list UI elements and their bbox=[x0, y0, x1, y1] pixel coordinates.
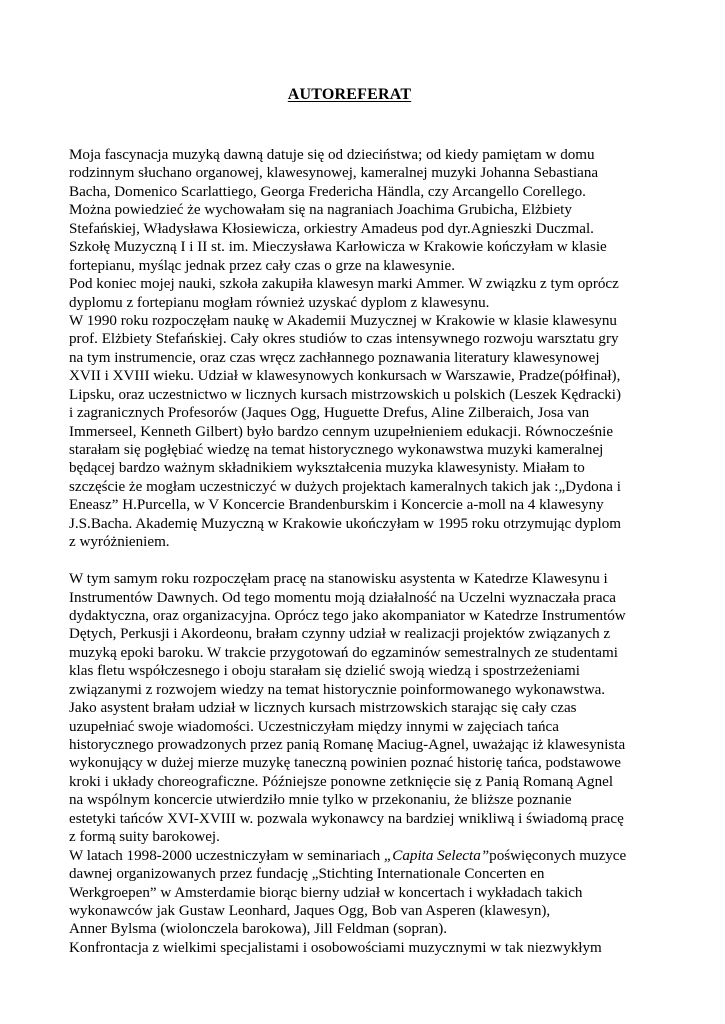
document-body bbox=[69, 146, 709, 957]
text-line: Dętych, Perkusji i Akordeonu, brałam czynny udział w realizacji projektów związanych z bbox=[69, 626, 611, 643]
text-line: W tym samym roku rozpoczęłam pracę na stanowisku asystenta w Katedrze Klawesynu i bbox=[69, 571, 608, 588]
text-line: Bacha, Domenico Scarlattiego, Georga Fredericha Händla, czy Arcangello Corellego. bbox=[69, 183, 586, 200]
text-line: muzyką epoki baroku. W trakcie przygotowań do egzaminów semestralnych ze studentami bbox=[69, 644, 618, 661]
text-line: Werkgroepen” w Amsterdamie biorąc bierny udział w koncertach i wykładach takich bbox=[69, 884, 583, 901]
text-segment: W latach 1998-2000 uczestniczyłam w seminariach bbox=[69, 847, 384, 864]
text-line: fortepianu, myśląc jednak przez cały czas o grze na klawesynie. bbox=[69, 257, 455, 274]
text-line: Lipsku, oraz uczestnictwo w licznych kursach mistrzowskich u polskich (Leszek Kędracki) bbox=[69, 386, 621, 403]
text-line: uzupełniać swoje wiadomości. Uczestniczyłam między innymi w zajęciach tańca bbox=[69, 718, 559, 735]
text-line: Można powiedzieć że wychowałam się na nagraniach Joachima Grubicha, Elżbiety bbox=[69, 202, 572, 219]
text-line: Stefańskiej, Władysława Kłosiewicza, orkiestry Amadeus pod dyr.Agnieszki Duczmal. bbox=[69, 220, 594, 237]
text-line: Moja fascynacja muzyką dawną datuje się od dzieciństwa; od kiedy pamiętam w domu bbox=[69, 147, 595, 163]
text-line: Konfrontacja z wielkimi specjalistami i osobowościami muzycznymi w tak niezwykłym bbox=[69, 939, 602, 956]
text-line: i zagranicznych Profesorów (Jaques Ogg, Huguette Drefus, Aline Zilberaich, Josa van bbox=[69, 405, 590, 422]
text-line: z wyróżnieniem. bbox=[69, 534, 170, 551]
text-line: szczęście że mogłam uczestniczyć w dużych projektach kameralnych takich jak :„Dydona i bbox=[69, 478, 621, 495]
text-line: dyplomu z fortepianu mogłam również uzyskać dyplom z klawesynu. bbox=[69, 294, 490, 311]
text-line: wykonawców jak Gustaw Leonhard, Jaques Ogg, Bob van Asperen (klawesyn), bbox=[69, 902, 551, 919]
text-line: na wspólnym koncercie utwierdziło mnie tylko w przekonaniu, że bliższe poznanie bbox=[69, 792, 572, 809]
text-line: Szkołę Muzyczną I i II st. im. Mieczysława Karłowicza w Krakowie kończyłam w klasie bbox=[69, 239, 607, 256]
text-line: z formą suity barokowej. bbox=[69, 829, 220, 846]
text-line: rodzinnym słuchano organowej, klawesynowej, kameralnej muzyki Johanna Sebastiana bbox=[69, 165, 599, 182]
text-line: Pod koniec mojej nauki, szkoła zakupiła klawesyn marki Ammer. W związku z tym oprócz bbox=[69, 276, 619, 293]
paragraph-2 bbox=[69, 570, 709, 847]
text-line: J.S.Bacha. Akademię Muzyczną w Krakowie ukończyłam w 1995 roku otrzymując dyplom bbox=[69, 515, 622, 532]
text-line: będącej bardzo ważnym składnikiem wykształcenia muzyka klawesynisty. Miałam to bbox=[69, 460, 585, 477]
paragraph-3 bbox=[69, 847, 709, 958]
text-line: kroki i układy choreograficzne. Późniejsze ponowne zetknięcie się z Panią Romaną Agnel bbox=[69, 773, 614, 790]
paragraph-1 bbox=[69, 146, 709, 552]
text-line: Eneasz” H.Purcella, w V Koncercie Brandenburskim i Koncercie a-moll na 4 klawesyny bbox=[69, 497, 604, 514]
paragraph-gap bbox=[69, 552, 709, 570]
text-line: dawnej organizowanych przez fundację „Stichting Internationale Concerten en bbox=[69, 866, 545, 883]
text-line: dydaktyczna, oraz organizacyjna. Oprócz tego jako akompaniator w Katedrze Instrumentów bbox=[69, 607, 626, 624]
text-line: prof. Elżbiety Stefańskiej. Cały okres studiów to czas intensywnego rozwoju warsztatu gry bbox=[69, 331, 619, 348]
text-segment: poświęconych muzyce bbox=[489, 847, 627, 864]
text-line: estetyki tańców XVI-XVIII w. pozwala wykonawcy na bardziej wnikliwą i świadomą pracę bbox=[69, 810, 624, 827]
text-line-capita-selecta bbox=[69, 847, 709, 865]
italic-seminar-title: „Capita Selecta” bbox=[383, 847, 490, 864]
text-line: starałam się pogłębiać wiedzę na temat historycznego wykonawstwa muzyki kameralnej bbox=[69, 442, 604, 458]
document-title bbox=[0, 86, 725, 104]
text-line: na tym instrumencie, oraz czas wręcz zachłannego poznawania literatury klawesynowej bbox=[69, 349, 600, 366]
text-line: Jako asystent brałam udział w licznych kursach mistrzowskich starając się cały czas bbox=[69, 700, 577, 717]
text-line: Instrumentów Dawnych. Od tego momentu moją działalność na Uczelni wyznaczała praca bbox=[69, 589, 616, 606]
text-line: Immerseel, Kenneth Gilbert) było bardzo cennym uzupełnieniem edukacji. Równocześnie bbox=[69, 423, 614, 440]
text-line: Anner Bylsma (wiolonczela barokowa), Jill Feldman (sopran). bbox=[69, 921, 448, 938]
document-title-text: AUTOREFERAT bbox=[287, 86, 412, 103]
text-line: klas fletu współczesnego i oboju starałam się dzielić swoją wiedzą i spostrzeżeniami bbox=[69, 663, 580, 680]
text-line: wykonujący w dużej mierze muzykę taneczną powinien poznać historię tańca, podstawowe bbox=[69, 755, 621, 772]
text-line: W 1990 roku rozpoczęłam naukę w Akademii Muzycznej w Krakowie w klasie klawesynu bbox=[69, 312, 617, 329]
text-line: historycznego prowadzonych przez panią Romanę Maciug-Agnel, uważając iż klawesynista bbox=[69, 737, 626, 753]
text-line: XVII i XVIII wieku. Udział w klawesynowych konkursach w Warszawie, Pradze(półfinał), bbox=[69, 368, 621, 385]
text-line: związanymi z rozwojem wiedzy na temat historycznie poinformowanego wykonawstwa. bbox=[69, 681, 606, 698]
